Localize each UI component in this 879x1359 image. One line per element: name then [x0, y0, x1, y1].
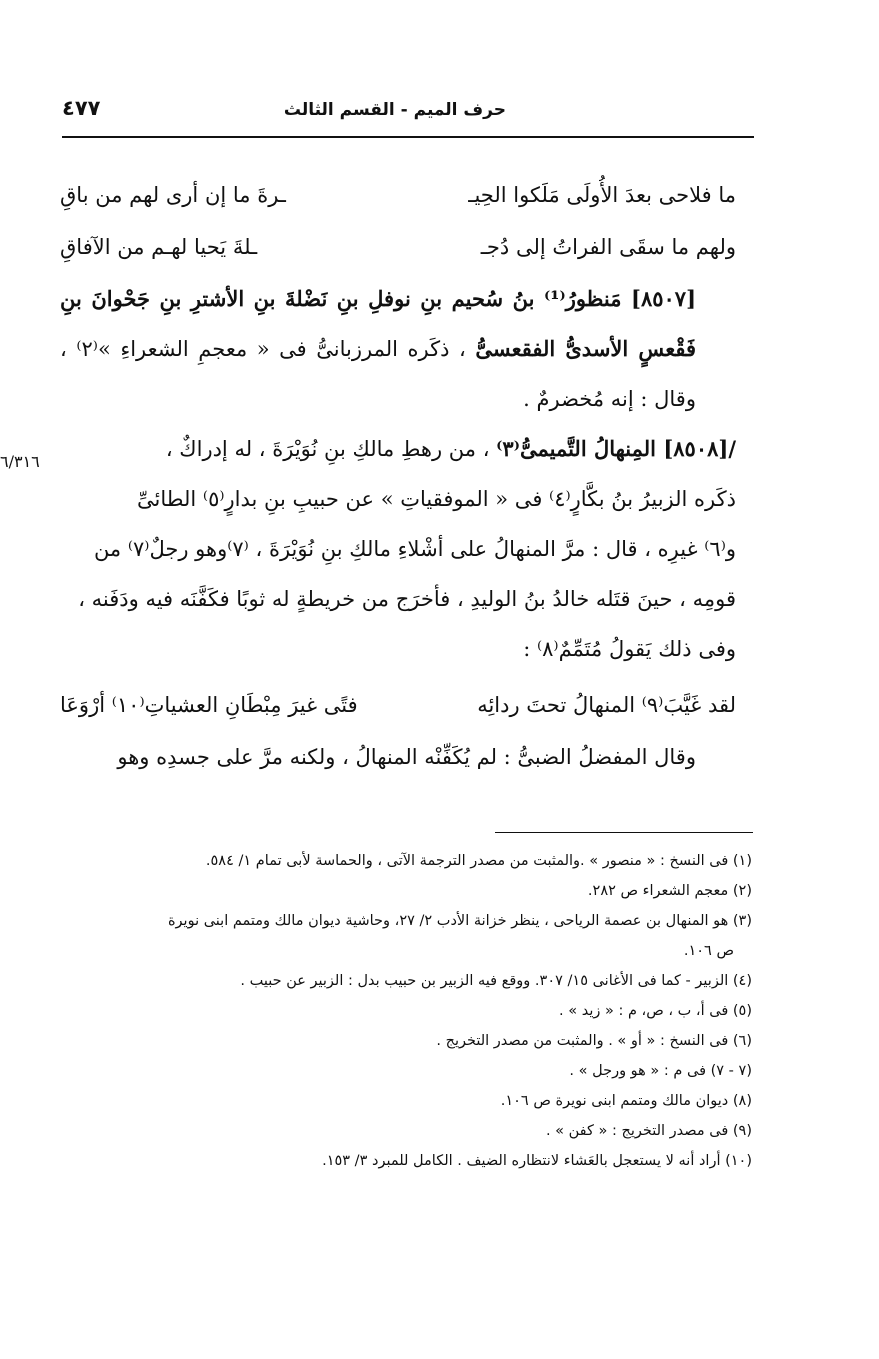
- footnote-3: (٣) هو المنهال بن عصمة الرياحى ، ينظر خزانة الأدب ٢/ ٢٧، وحاشية ديوان مالك ومتمم ابنى نويرة: [167, 913, 752, 929]
- footnote-6: (٦) فى النسخ : « أو » . والمثبت من مصدر التخريج .: [436, 1033, 752, 1049]
- entry-8507: [60, 274, 736, 424]
- entry-8508-line-1-text: ، من رهطِ مالكِ بنِ نُوَيْرَةَ ، له إدراكٌ ،: [165, 437, 490, 461]
- verse-1-first-hemistich: ما فلاحى بعدَ الأُولَى مَلَكوا الحِيـ: [468, 183, 736, 207]
- footnote-7: (٧ - ٧) فى م : « هو ورجل » .: [569, 1063, 752, 1079]
- footnote-2: (٢) معجم الشعراء ص ٢٨٢.: [587, 883, 752, 899]
- entry-8508-line-5: وفى ذلك يَقولُ مُتَمِّمٌ⁽٨⁾ :: [523, 637, 736, 661]
- verse-1-second-hemistich: ـرةَ ما إن أرى لهم من باقِ: [60, 183, 286, 207]
- footnote-10: (١٠) أراد أنه لا يستعجل بالعَشاء لانتظاره الضيف . الكامل للمبرد ٣/ ١٥٣.: [322, 1153, 752, 1169]
- footnote-4: (٤) الزبير - كما فى الأغانى ١٥/ ٣٠٧. ووقع فيه الزبير بن حبيب بدل : الزبير عن حبيب .: [240, 973, 752, 989]
- entry-8507-text: ، ذكَره المرزبانىُّ فى « معجمِ الشعراءِ »⁽٢⁾ ، وقال : إنه مُخضرمٌ .: [60, 337, 696, 411]
- footnotes: [68, 846, 752, 1176]
- page-number: ٤٧٧: [62, 96, 101, 120]
- verse-line-2: [60, 222, 736, 274]
- verse-3-second-hemistich: فتًى غيرَ مِبْطَانِ العشياتِ⁽١٠⁾ أرْوَعَا: [60, 693, 358, 717]
- footnote-rule: [495, 832, 753, 833]
- verse-2-first-hemistich: ولهم ما سقَى الفراتُ إلى دُجـ: [480, 235, 736, 259]
- footnote-1: (١) فى النسخ : « منصور » .والمثبت من مصدر الترجمة الآتى ، والحماسة لأبى تمام ١/ ٥٨٤.: [205, 853, 752, 869]
- entry-8508-head: /[٨٥٠٨] المِنهالُ التَّميمىُّ⁽٣⁾: [496, 436, 736, 461]
- verse-line-1: [60, 170, 736, 222]
- verse-line-3: [60, 680, 736, 732]
- footnote-5: (٥) فى أ، ب ، ص، م : « زيد » .: [559, 1003, 752, 1019]
- footnote-8: (٨) ديوان مالك ومتمم ابنى نويرة ص ١٠٦.: [500, 1093, 752, 1109]
- page-header: [62, 94, 754, 134]
- entry-8508-line-4: قومِه ، حينَ قتَله خالدُ بنُ الوليدِ ، فأخرَج من خريطةٍ له ثوبًا فكَفَّنَه فيه ودَفَنه ،: [78, 587, 736, 611]
- entry-8507-head: [٨٥٠٧] مَنظورُ⁽¹⁾ بنُ سُحيم بنِ نوفلِ بنِ نَضْلةَ بنِ الأشترِ بنِ جَحْوانَ بنِ فَقْعسٍ الأسدىُّ الفقعسىُّ: [60, 286, 697, 361]
- header-rule: [62, 136, 754, 138]
- footnote-3-continuation: ص ١٠٦.: [683, 943, 734, 959]
- entry-8508-line-1: [0, 424, 736, 474]
- verse-3-first-hemistich: لقد غَيَّبَ⁽٩⁾ المنهالُ تحتَ ردائِه: [477, 693, 736, 717]
- footnote-9: (٩) فى مصدر التخريج : « كفن » .: [545, 1123, 752, 1139]
- verse-2-second-hemistich: ـلةَ يَحيا لهـم من الآفاقِ: [60, 235, 258, 259]
- entry-8508-line-2: ذكَره الزبيرُ بنُ بكَّارٍ⁽٤⁾ فى « الموفقياتِ » عن حبيبِ بنِ بدارٍ⁽٥⁾ الطائىِّ: [137, 487, 736, 511]
- main-text: [60, 170, 736, 782]
- running-title: حرف الميم - القسم الثالث: [283, 100, 506, 120]
- margin-reference: ٦/٣١٦: [0, 452, 40, 471]
- entry-8508-line-3: و⁽٦⁾ غيرِه ، قال : مرَّ المنهالُ على أشْلاءِ مالكِ بنِ نُوَيْرَةَ ، ⁽٧⁾وهو رجلٌ⁽٧⁾ من: [93, 537, 736, 561]
- closing-line: وقال المفضلُ الضبىُّ : لم يُكَفِّنْه المنهالُ ، ولكنه مرَّ على جسدِه وهو: [117, 745, 696, 769]
